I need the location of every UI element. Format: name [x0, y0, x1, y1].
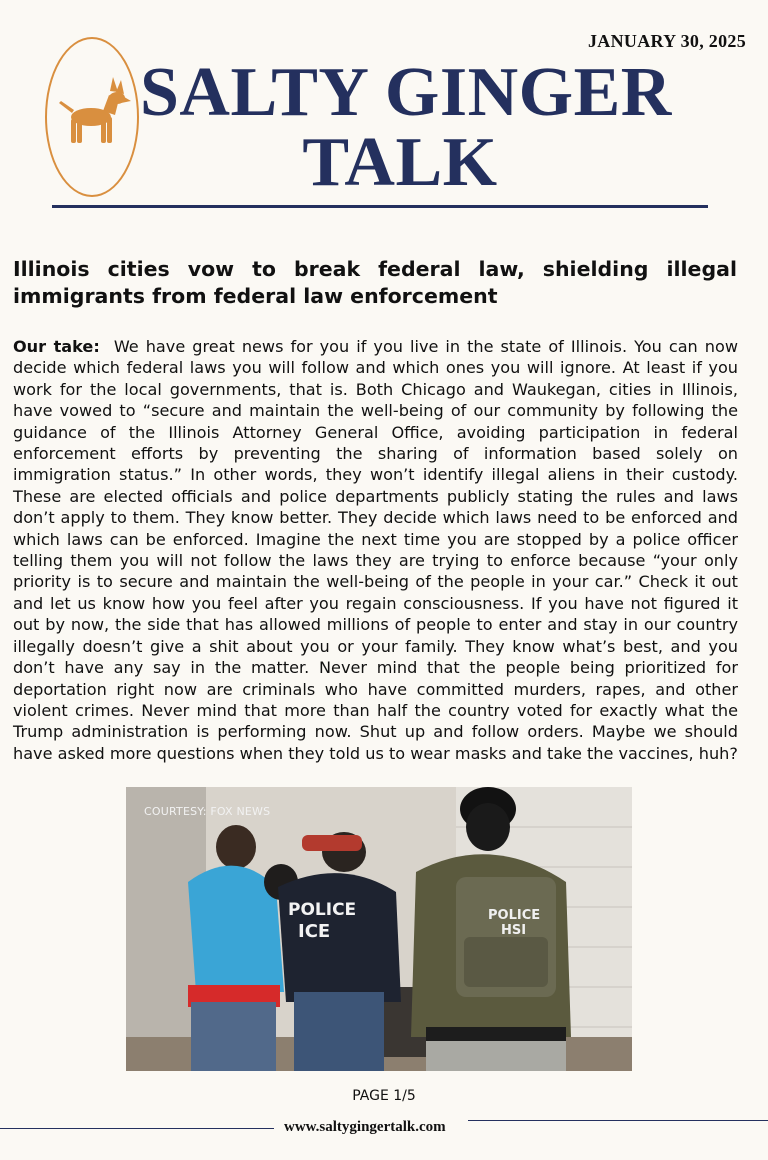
vest-text-police: POLICE: [288, 900, 357, 920]
article-headline: Illinois cities vow to break federal law, shielding illegal immigrants from federal law enforcement: [13, 257, 737, 308]
masthead-line-2: TALK: [302, 124, 498, 201]
header-divider: [52, 205, 708, 208]
logo: [45, 37, 139, 197]
vest-text-ice: ICE: [298, 921, 331, 942]
page-number: PAGE 1/5: [352, 1088, 416, 1104]
article-body: [13, 336, 738, 764]
dog-icon: [55, 77, 131, 157]
masthead-line-1: SALTY GINGER: [140, 54, 672, 131]
footer-rule-left: [0, 1128, 274, 1129]
article-body-text: We have great news for you if you live in the state of Illinois. You can now decide which federal laws you will follow and which ones you will ignore. At least if you work for the local governments, that is. Both Chicago and Waukegan, cities in Illinois, have vowed to “secure and maintain the well-being of our community by following the guidance of the Illinois Attorney General Office, avoiding participation in federal enforcement efforts by preventing the sharing of information based solely on immigration status.” In other words, they won’t identify illegal aliens in their custody. These are elected officials and police departments publicly stating the rules and laws don’t apply to them. They know better. They decide which laws need to be enforced and which laws can be enforced. Imagine the next time you are stopped by a police officer telling them you will not follow the laws they are trying to enforce because “your only priority is to secure and maintain the well-being of the people in your car.” Check it out and let us know how you feel after you regain consciousness. If you have not figured it out by now, the side that has allowed millions of people to enter and stay in our country illegally doesn’t give a shit about you or your family. They know what’s best, and you don’t have any say in the matter. Never mind that the people being prioritized for deportation right now are criminals who have committed murders, rapes, and other violent crimes. Never mind that more than half the country voted for exactly what the Trump administration is performing now. Shut up and follow orders. Maybe we should have asked more questions when they told us to wear masks and take the vaccines, huh?: [13, 337, 738, 763]
masthead-title: [140, 54, 672, 201]
issue-date: JANUARY 30, 2025: [588, 31, 746, 51]
pack-text-hsi: HSI: [501, 923, 527, 938]
pack-text-police: POLICE: [488, 908, 541, 923]
our-take-label: Our take:: [13, 337, 100, 356]
article-photo: [126, 787, 632, 1071]
photo-credit: COURTESY: FOX NEWS: [144, 805, 271, 818]
website-link[interactable]: www.saltygingertalk.com: [284, 1119, 446, 1135]
footer-rule-right: [468, 1120, 768, 1121]
photo-illustration: [126, 787, 632, 1071]
